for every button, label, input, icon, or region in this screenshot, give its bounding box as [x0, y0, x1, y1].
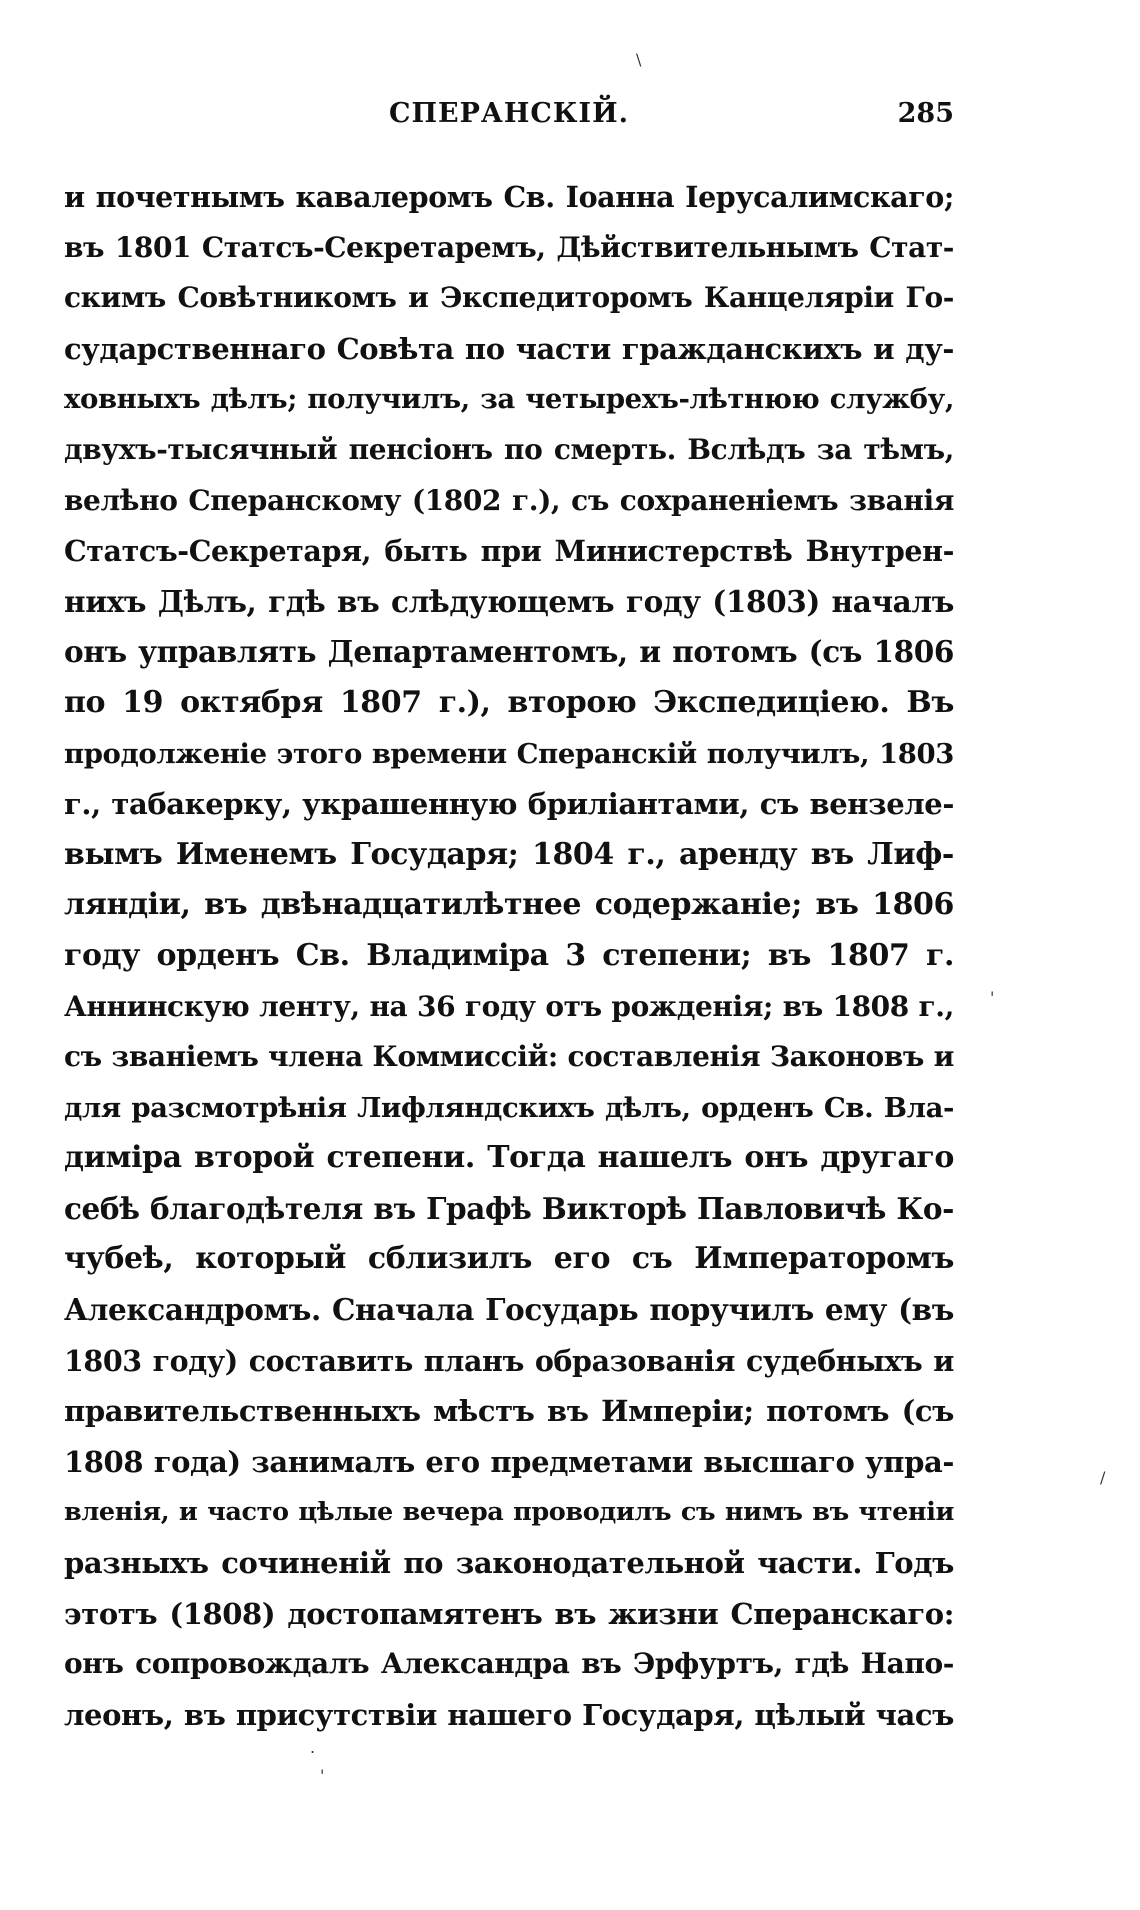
text-line: ляндіи, въ двѣнадцатилѣтнее содержаніе; въ 1806	[64, 887, 954, 923]
running-head	[64, 98, 954, 138]
body-text	[64, 172, 954, 1740]
text-line: вленія, и часто цѣлые вечера проводилъ съ нимъ въ чтеніи	[64, 1497, 954, 1528]
text-line: съ званіемъ члена Коммиссій: составленія Законовъ и	[64, 1040, 954, 1074]
text-line: ховныхъ дѣлъ; получилъ, за четырехъ-лѣтнюю службу,	[64, 383, 954, 416]
text-line: нихъ Дѣлъ, гдѣ въ слѣдующемъ году (1803) началъ	[64, 583, 954, 619]
text-line: велѣно Сперанскому (1802 г.), съ сохраненіемъ званія	[64, 483, 954, 517]
scan-speck: /	[1100, 1468, 1106, 1487]
text-line: Александромъ. Сначала Государь поручилъ ему (въ	[64, 1292, 954, 1328]
text-line: онъ управлять Департаментомъ, и потомъ (съ 1806	[64, 634, 954, 670]
text-line: вымъ Именемъ Государя; 1804 г., аренду въ Лиф-	[64, 836, 954, 872]
text-line: 1808 года) занималъ его предметами высшаго упра-	[64, 1444, 954, 1479]
text-line: этотъ (1808) достопамятенъ въ жизни Сперанскаго:	[64, 1596, 954, 1631]
scan-speck: '	[990, 988, 995, 1007]
text-line: двухъ-тысячный пенсіонъ по смерть. Вслѣдъ за тѣмъ,	[64, 432, 954, 466]
text-line: году орденъ Св. Владиміра 3 степени; въ 1807 г.	[64, 937, 954, 973]
running-title: СПЕРАНСКІЙ.	[389, 98, 629, 129]
text-line: диміра второй степени. Тогда нашелъ онъ другаго	[64, 1140, 954, 1176]
text-line: въ 1801 Статсъ-Секретаремъ, Дѣйствительнымъ Стат-	[64, 230, 954, 264]
text-line: сударственнаго Совѣта по части гражданскихъ и ду-	[64, 331, 954, 366]
text-line: Аннинскую ленту, на 36 году отъ рожденія; въ 1808 г.,	[64, 989, 954, 1023]
scan-speck: .	[310, 1738, 316, 1757]
text-line: и почетнымъ кавалеромъ Св. Іоанна Іерусалимскаго;	[64, 180, 954, 214]
text-line: продолженіе этого времени Сперанскій получилъ, 1803	[64, 737, 954, 770]
scan-speck: \	[636, 50, 642, 69]
scan-speck: '	[320, 1766, 325, 1785]
text-line: себѣ благодѣтеля въ Графѣ Викторѣ Павловичѣ Ко-	[64, 1190, 954, 1226]
text-line: леонъ, въ присутствіи нашего Государя, цѣлый часъ	[64, 1697, 954, 1732]
text-line: правительственныхъ мѣстъ въ Имперіи; потомъ (съ	[64, 1394, 954, 1429]
text-line: чубеѣ, который сблизилъ его съ Императоромъ	[64, 1241, 954, 1277]
text-line: онъ сопровождалъ Александра въ Эрфуртъ, гдѣ Напо-	[64, 1647, 954, 1681]
text-line: г., табакерку, украшенную бриліантами, съ вензеле-	[64, 787, 954, 822]
text-line: разныхъ сочиненій по законодательной части. Годъ	[64, 1546, 954, 1581]
text-line: для разсмотрѣнія Лифляндскихъ дѣлъ, орденъ Св. Вла-	[64, 1091, 954, 1124]
text-line: Статсъ-Секретаря, быть при Министерствѣ Внутрен-	[64, 534, 954, 569]
text-line: по 19 октября 1807 г.), второю Экспедиціею. Въ	[64, 684, 954, 720]
text-line: 1803 году) составить планъ образованія судебныхъ и	[64, 1343, 954, 1378]
page-number: 285	[897, 98, 954, 129]
text-line: скимъ Совѣтникомъ и Экспедиторомъ Канцеляріи Го-	[64, 281, 954, 315]
